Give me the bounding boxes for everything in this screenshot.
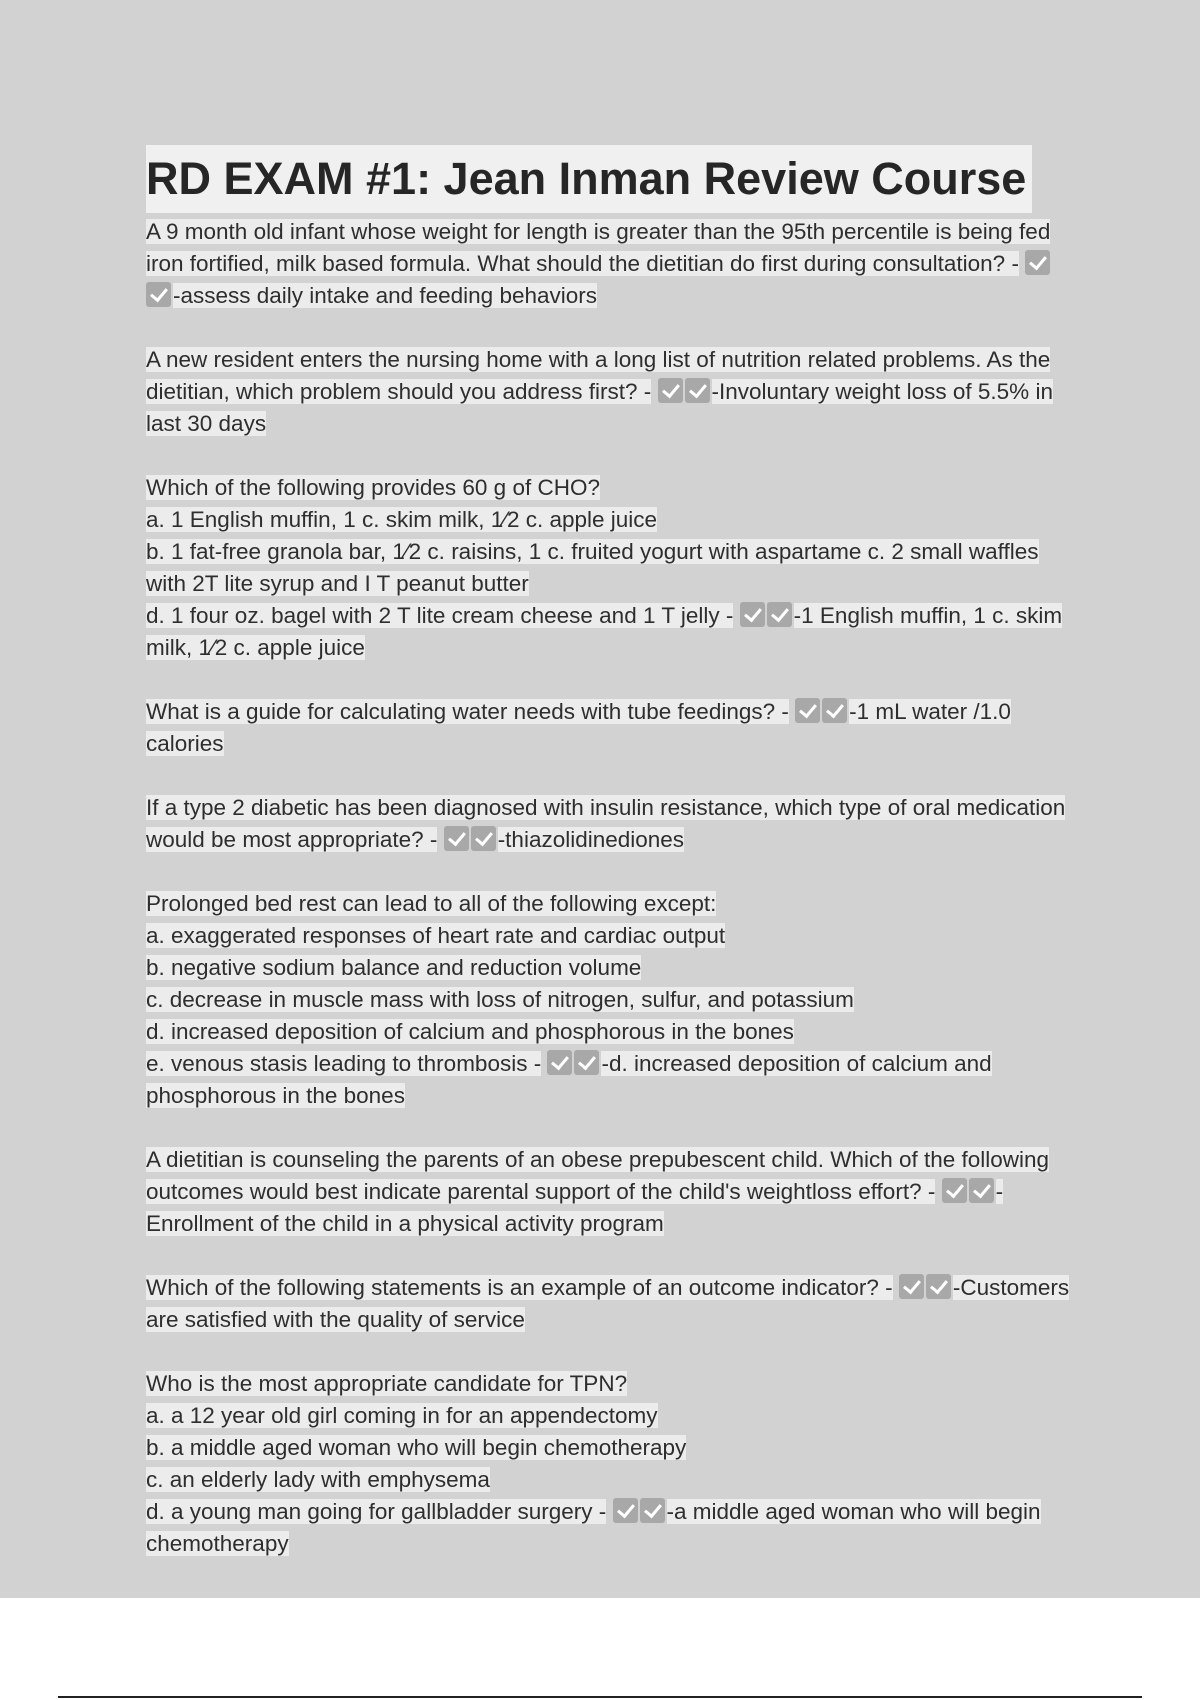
check-mark-icon bbox=[471, 826, 496, 851]
answer-option bbox=[146, 1432, 1076, 1464]
answer-option bbox=[146, 536, 1076, 600]
question-text bbox=[146, 1144, 1076, 1240]
answer-option-text: a. a 12 year old girl coming in for an appendectomy bbox=[146, 1403, 658, 1428]
check-mark-icon bbox=[658, 378, 683, 403]
question-text-span: What is a guide for calculating water needs with tube feedings? - bbox=[146, 699, 789, 724]
check-mark-icon bbox=[767, 602, 792, 627]
answer-option bbox=[146, 920, 1076, 952]
check-mark-icon bbox=[1025, 250, 1050, 275]
check-mark-icon bbox=[146, 282, 171, 307]
question-text-span: Who is the most appropriate candidate for TPN? bbox=[146, 1371, 628, 1396]
answer-option-text: e. venous stasis leading to thrombosis - bbox=[146, 1051, 542, 1076]
question-item bbox=[146, 1368, 1076, 1560]
document-content bbox=[146, 145, 1076, 1592]
question-text-span: Which of the following statements is an example of an outcome indicator? - bbox=[146, 1275, 893, 1300]
check-mark-icon bbox=[444, 826, 469, 851]
question-item bbox=[146, 344, 1076, 440]
question-item bbox=[146, 696, 1076, 760]
check-mark-icon bbox=[926, 1274, 951, 1299]
question-text bbox=[146, 888, 1076, 920]
question-item bbox=[146, 1144, 1076, 1240]
question-text-span: Which of the following provides 60 g of CHO? bbox=[146, 475, 600, 500]
check-mark-icon bbox=[547, 1050, 572, 1075]
page-title: RD EXAM #1: Jean Inman Review Course bbox=[146, 145, 1032, 213]
question-text-span: If a type 2 diabetic has been diagnosed with insulin resistance, which type of oral medication would be most appropriate? - bbox=[146, 795, 1066, 852]
answer-option-text: c. an elderly lady with emphysema bbox=[146, 1467, 490, 1492]
question-text-span: Prolonged bed rest can lead to all of the following except: bbox=[146, 891, 717, 916]
question-text bbox=[146, 792, 1076, 856]
question-text bbox=[146, 472, 1076, 504]
question-text-span: A new resident enters the nursing home with a long list of nutrition related problems. As the dietitian, which problem should you address first? - bbox=[146, 347, 1051, 404]
question-text bbox=[146, 696, 1076, 760]
question-text-span: A dietitian is counseling the parents of an obese prepubescent child. Which of the following outcomes would best indicate parental support of the child's weightloss effort? - bbox=[146, 1147, 1050, 1204]
answer-option bbox=[146, 1464, 1076, 1496]
answer-option-text: b. a middle aged woman who will begin chemotherapy bbox=[146, 1435, 687, 1460]
answer-option-text: d. increased deposition of calcium and phosphorous in the bones bbox=[146, 1019, 794, 1044]
check-mark-icon bbox=[969, 1178, 994, 1203]
check-mark-icon bbox=[613, 1498, 638, 1523]
check-mark-icon bbox=[822, 698, 847, 723]
check-mark-icon bbox=[795, 698, 820, 723]
answer-option bbox=[146, 600, 1076, 664]
correct-answer: -assess daily intake and feeding behaviors bbox=[173, 283, 598, 308]
correct-answer: -Involuntary weight loss of 5.5% in last 30 days bbox=[146, 379, 1053, 436]
answer-option bbox=[146, 1016, 1076, 1048]
answer-option bbox=[146, 504, 1076, 536]
answer-option bbox=[146, 1496, 1076, 1560]
answer-option-text: b. 1 fat-free granola bar, 1⁄2 c. raisins, 1 c. fruited yogurt with aspartame c. 2 small waffles with 2T lite syrup and I T peanut butter bbox=[146, 539, 1039, 596]
correct-answer: -thiazolidinediones bbox=[497, 827, 685, 852]
question-text bbox=[146, 1272, 1076, 1336]
correct-answer: -a middle aged woman who will begin chemotherapy bbox=[146, 1499, 1041, 1556]
correct-answer: -Enrollment of the child in a physical activity program bbox=[146, 1179, 1004, 1236]
correct-answer: -1 mL water /1.0 calories bbox=[146, 699, 1011, 756]
question-item bbox=[146, 888, 1076, 1112]
question-item bbox=[146, 472, 1076, 664]
correct-answer: -d. increased deposition of calcium and phosphorous in the bones bbox=[146, 1051, 992, 1108]
answer-option-text: d. 1 four oz. bagel with 2 T lite cream cheese and 1 T jelly - bbox=[146, 603, 734, 628]
answer-option bbox=[146, 952, 1076, 984]
answer-option bbox=[146, 1400, 1076, 1432]
answer-option-text: a. 1 English muffin, 1 c. skim milk, 1⁄2 c. apple juice bbox=[146, 507, 658, 532]
question-text bbox=[146, 344, 1076, 440]
check-mark-icon bbox=[740, 602, 765, 627]
question-item bbox=[146, 216, 1076, 312]
question-list bbox=[146, 216, 1076, 1560]
question-text-span: A 9 month old infant whose weight for length is greater than the 95th percentile is being fed iron fortified, milk based formula. What should the dietitian do first during consultation? - bbox=[146, 219, 1051, 276]
question-item bbox=[146, 792, 1076, 856]
footer-divider bbox=[58, 1696, 1142, 1698]
answer-option bbox=[146, 984, 1076, 1016]
check-mark-icon bbox=[899, 1274, 924, 1299]
answer-option-text: b. negative sodium balance and reduction volume bbox=[146, 955, 642, 980]
question-text bbox=[146, 216, 1076, 312]
answer-option-text: a. exaggerated responses of heart rate and cardiac output bbox=[146, 923, 726, 948]
answer-option bbox=[146, 1048, 1076, 1112]
check-mark-icon bbox=[685, 378, 710, 403]
correct-answer: -Customers are satisfied with the quality of service bbox=[146, 1275, 1070, 1332]
correct-answer: -1 English muffin, 1 c. skim milk, 1⁄2 c. apple juice bbox=[146, 603, 1063, 660]
check-mark-icon bbox=[574, 1050, 599, 1075]
check-mark-icon bbox=[942, 1178, 967, 1203]
question-item bbox=[146, 1272, 1076, 1336]
answer-option-text: c. decrease in muscle mass with loss of nitrogen, sulfur, and potassium bbox=[146, 987, 854, 1012]
answer-option-text: d. a young man going for gallbladder surgery - bbox=[146, 1499, 607, 1524]
check-mark-icon bbox=[640, 1498, 665, 1523]
question-text bbox=[146, 1368, 1076, 1400]
